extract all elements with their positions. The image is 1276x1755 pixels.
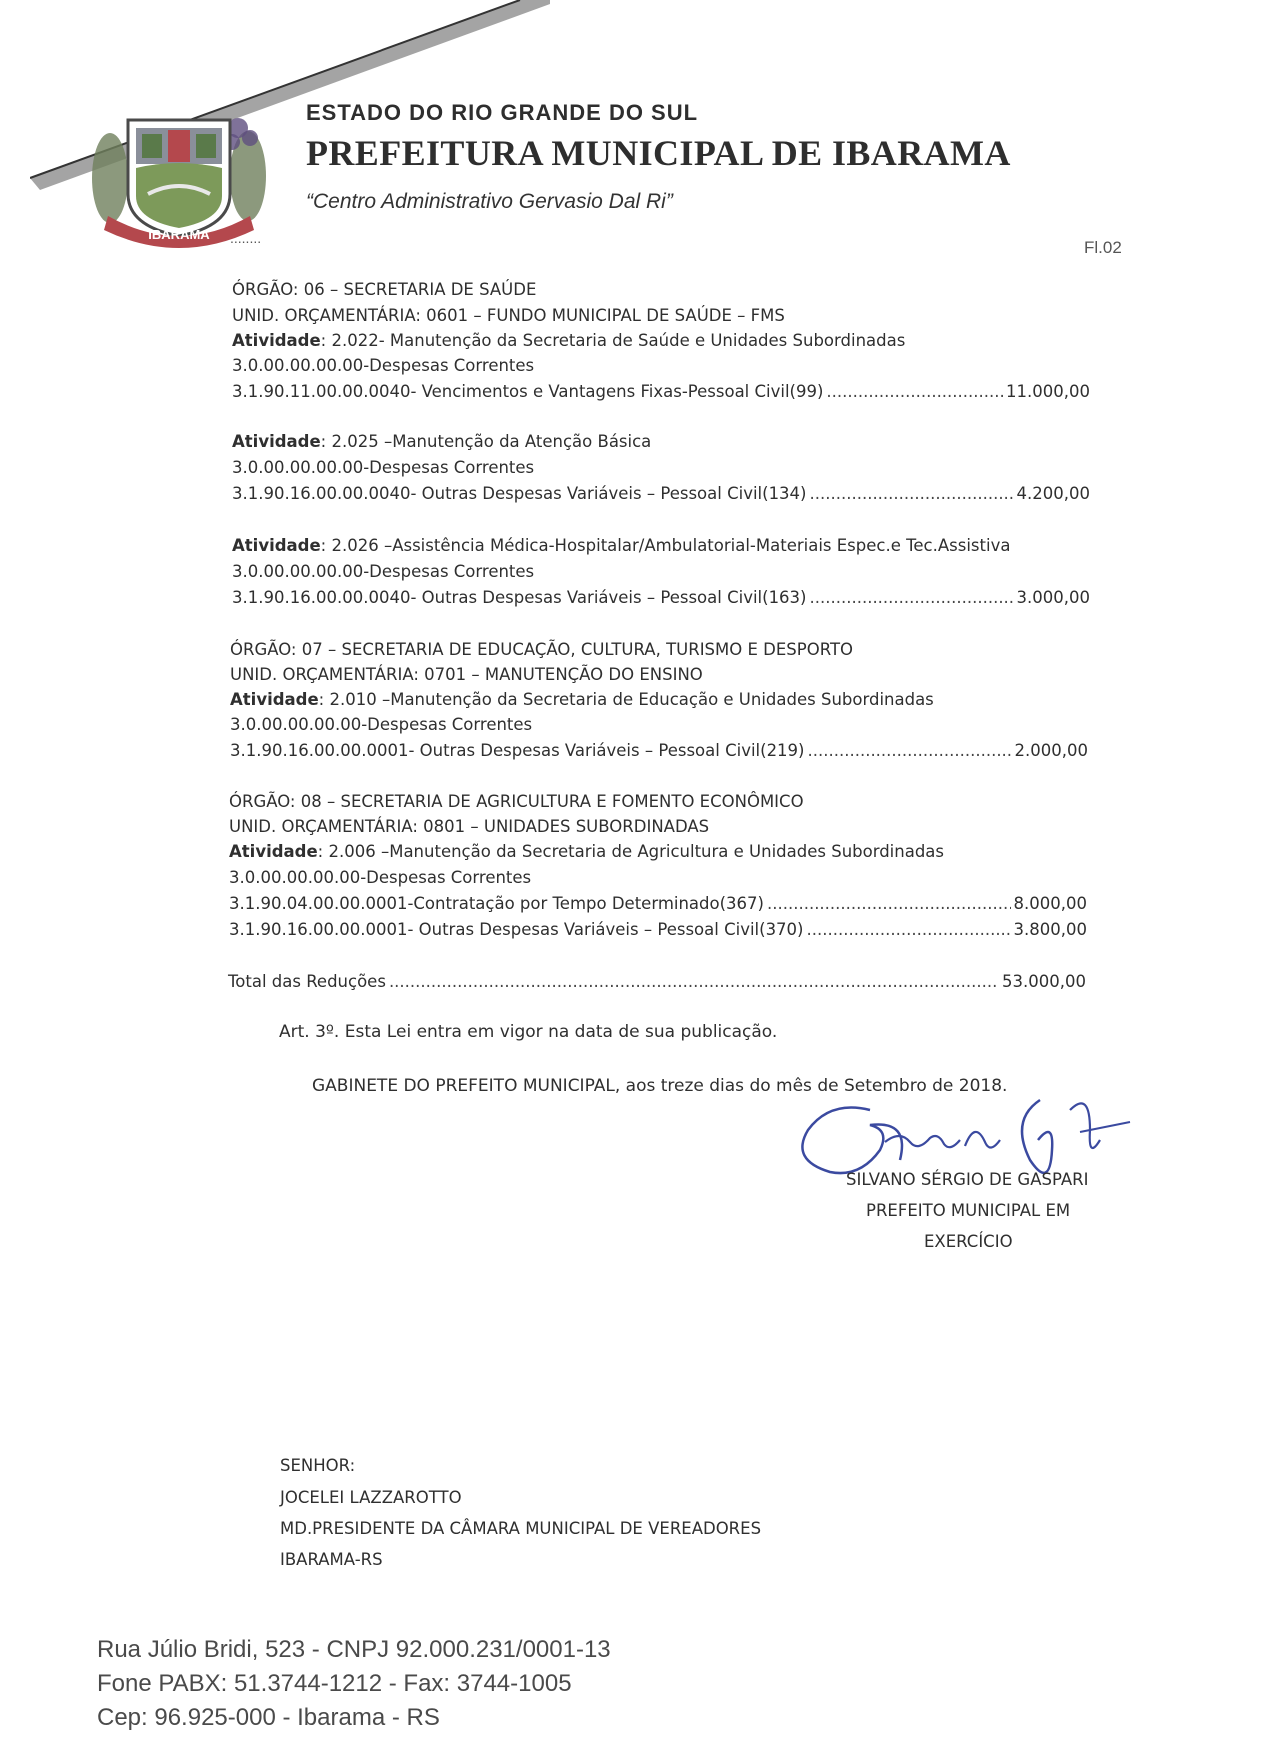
orgao-07: ÓRGÃO: 07 – SECRETARIA DE EDUCAÇÃO, CULTURA, TURISMO E DESPORTO <box>230 640 854 659</box>
entry-2-label: 3.1.90.16.00.00.0040- Outras Despesas Variáveis – Pessoal Civil(134) <box>232 484 807 503</box>
atividade-label: Atividade <box>230 690 319 709</box>
addressee-location: IBARAMA-RS <box>280 1550 383 1569</box>
entry-4 <box>230 741 1088 761</box>
entry-1-label: 3.1.90.11.00.00.0040- Vencimentos e Vantagens Fixas-Pessoal Civil(99) <box>232 382 824 401</box>
atividade-2006-text: : 2.006 –Manutenção da Secretaria de Agricultura e Unidades Subordinadas <box>317 842 945 861</box>
article-3: Art. 3º. Esta Lei entra em vigor na data de sua publicação. <box>279 1022 778 1042</box>
entry-4-label: 3.1.90.16.00.00.0001- Outras Despesas Variáveis – Pessoal Civil(219) <box>230 741 805 760</box>
gabinete-line: GABINETE DO PREFEITO MUNICIPAL, aos treze dias do mês de Setembro de 2018. <box>312 1076 1008 1096</box>
orgao-08: ÓRGÃO: 08 – SECRETARIA DE AGRICULTURA E FOMENTO ECONÔMICO <box>229 792 804 811</box>
total-value: 53.000,00 <box>1002 972 1086 991</box>
entry-4-value: 2.000,00 <box>1014 741 1088 760</box>
atividade-2006 <box>229 842 944 862</box>
despesas-correntes-5: 3.0.00.00.00.00-Despesas Correntes <box>229 868 532 887</box>
signer-role-line1: PREFEITO MUNICIPAL EM <box>866 1201 1071 1220</box>
entry-2-leader <box>810 484 1014 504</box>
signer-name: SILVANO SÉRGIO DE GASPARI <box>846 1170 1089 1189</box>
orgao-06: ÓRGÃO: 06 – SECRETARIA DE SAÚDE <box>232 280 537 299</box>
page-folio: Fl.02 <box>1084 238 1122 257</box>
unid-0601: UNID. ORÇAMENTÁRIA: 0601 – FUNDO MUNICIPAL DE SAÚDE – FMS <box>232 306 785 325</box>
total-reducoes <box>228 972 1086 992</box>
entry-1-value: 11.000,00 <box>1006 382 1090 401</box>
despesas-correntes-3: 3.0.00.00.00.00-Despesas Correntes <box>232 562 535 581</box>
atividade-2010 <box>230 690 934 710</box>
atividade-label: Atividade <box>232 331 321 350</box>
atividade-label: Atividade <box>232 432 321 451</box>
addressee-salutation: SENHOR: <box>280 1456 356 1475</box>
atividade-2026 <box>232 536 1010 556</box>
unid-0801: UNID. ORÇAMENTÁRIA: 0801 – UNIDADES SUBORDINADAS <box>229 817 710 836</box>
municipal-crest-logo <box>88 98 270 248</box>
entry-6-leader <box>807 920 1011 940</box>
entry-1-leader <box>826 382 1003 402</box>
entry-3-value: 3.000,00 <box>1016 588 1090 607</box>
atividade-label: Atividade <box>229 842 318 861</box>
atividade-2025 <box>232 432 651 452</box>
footer-cep: Cep: 96.925-000 - Ibarama - RS <box>97 1704 440 1731</box>
entry-2 <box>232 484 1090 504</box>
center-subtitle: “Centro Administrativo Gervasio Dal Ri” <box>306 190 673 213</box>
unid-0701: UNID. ORÇAMENTÁRIA: 0701 – MANUTENÇÃO DO ENSINO <box>230 665 703 684</box>
entry-1 <box>232 382 1090 402</box>
entry-3-leader <box>810 588 1014 608</box>
atividade-2025-text: : 2.025 –Manutenção da Atenção Básica <box>320 432 652 451</box>
addressee-title: MD.PRESIDENTE DA CÂMARA MUNICIPAL DE VEREADORES <box>280 1519 762 1538</box>
state-title: ESTADO DO RIO GRANDE DO SUL <box>306 100 699 125</box>
total-leader <box>389 972 999 992</box>
entry-6-value: 3.800,00 <box>1013 920 1087 939</box>
entry-6 <box>229 920 1087 940</box>
addressee-name: JOCELEI LAZZAROTTO <box>280 1488 462 1507</box>
prefeitura-title: PREFEITURA MUNICIPAL DE IBARAMA <box>306 133 1011 173</box>
despesas-correntes-2: 3.0.00.00.00.00-Despesas Correntes <box>232 458 535 477</box>
despesas-correntes-4: 3.0.00.00.00.00-Despesas Correntes <box>230 715 533 734</box>
entry-3 <box>232 588 1090 608</box>
atividade-2022 <box>232 331 905 351</box>
entry-2-value: 4.200,00 <box>1016 484 1090 503</box>
atividade-2026-text: : 2.026 –Assistência Médica-Hospitalar/Ambulatorial-Materiais Espec.e Tec.Assistiva <box>320 536 1011 555</box>
total-label: Total das Reduções <box>228 972 386 991</box>
entry-5-value: 8.000,00 <box>1013 894 1087 913</box>
entry-3-label: 3.1.90.16.00.00.0040- Outras Despesas Variáveis – Pessoal Civil(163) <box>232 588 807 607</box>
entry-4-leader <box>808 741 1012 761</box>
entry-5-leader <box>767 894 1011 914</box>
footer-address: Rua Júlio Bridi, 523 - CNPJ 92.000.231/0001-13 <box>97 1636 611 1663</box>
header-dots: ........ <box>230 230 262 246</box>
entry-5-label: 3.1.90.04.00.00.0001-Contratação por Tempo Determinado(367) <box>229 894 764 913</box>
entry-6-label: 3.1.90.16.00.00.0001- Outras Despesas Variáveis – Pessoal Civil(370) <box>229 920 804 939</box>
footer-phone: Fone PABX: 51.3744-1212 - Fax: 3744-1005 <box>97 1670 572 1697</box>
atividade-2022-text: : 2.022- Manutenção da Secretaria de Saúde e Unidades Subordinadas <box>320 331 906 350</box>
atividade-2010-text: : 2.010 –Manutenção da Secretaria de Educação e Unidades Subordinadas <box>318 690 934 709</box>
signer-role-line2: EXERCÍCIO <box>924 1232 1013 1251</box>
atividade-label: Atividade <box>232 536 321 555</box>
entry-5 <box>229 894 1087 914</box>
crest-ribbon-text: IBARAMA <box>148 227 210 242</box>
despesas-correntes-1: 3.0.00.00.00.00-Despesas Correntes <box>232 356 535 375</box>
